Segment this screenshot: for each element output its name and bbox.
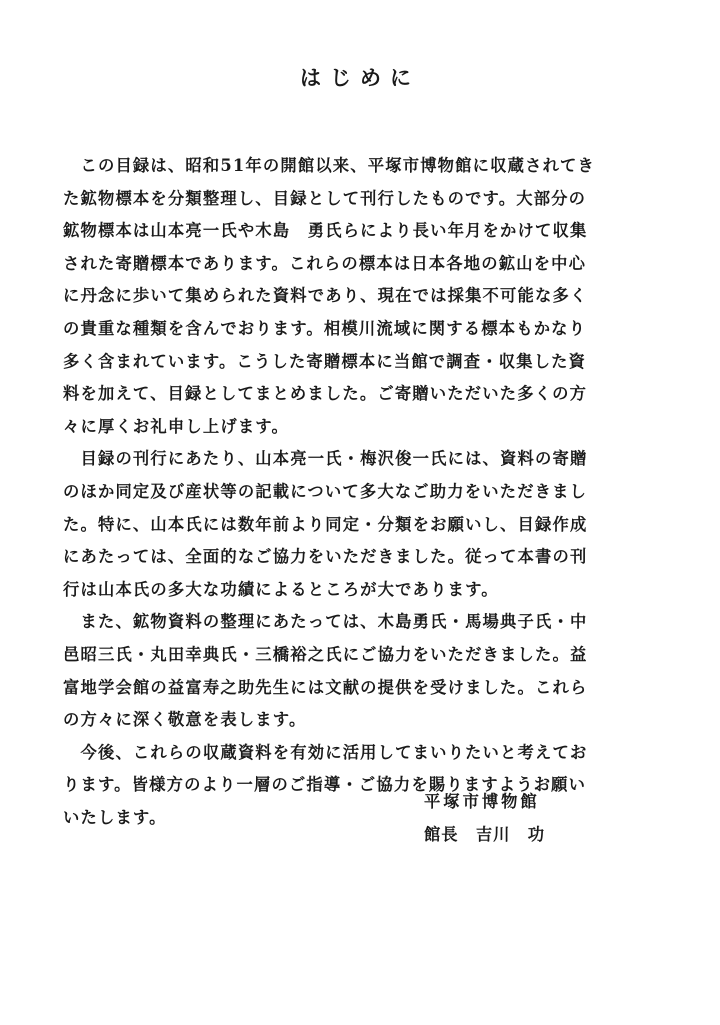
text-line: この目録は、昭和51年の開館以来、平塚市博物館に収蔵されてき: [63, 156, 596, 175]
text-line: 邑昭三氏・丸田幸典氏・三橋裕之氏にご協力をいただきました。益: [63, 644, 588, 664]
paragraph: [63, 606, 663, 736]
text-line: の方々に深く敬意を表します。: [63, 710, 307, 730]
paragraph: [63, 150, 663, 443]
text-line: 料を加えて、目録としてまとめました。ご寄贈いただいた多くの方: [63, 384, 588, 404]
signature-block: [424, 785, 545, 851]
text-line: にあたっては、全面的なご協力をいただきました。従って本書の刊: [63, 547, 588, 567]
signature-name: 館長 吉川 功: [424, 825, 545, 844]
paragraph: [63, 737, 663, 835]
text-line: 多く含まれています。こうした寄贈標本に当館で調査・収集した資: [63, 351, 587, 371]
text-line: された寄贈標本であります。これらの標本は日本各地の鉱山を中心: [63, 253, 587, 273]
text-line: 行は山本氏の多大な功績によるところが大であります。: [63, 579, 499, 599]
text-line: のほか同定及び産状等の記載について多大なご助力をいただきまし: [63, 481, 588, 501]
text-line: 富地学会館の益富寿之助先生には文献の提供を受けました。これら: [63, 677, 588, 697]
text-line: の貴重な種類を含んでおります。相模川流域に関する標本もかなり: [63, 318, 587, 338]
text-line: ります。皆様方のより一層のご指導・ご協力を賜りますようお願い: [63, 775, 587, 795]
text-line: に丹念に歩いて集められた資料であり、現在では採集不可能な多く: [63, 286, 588, 306]
text-line: た鉱物標本を分類整理し、目録として刊行したものです。大部分の: [63, 188, 587, 208]
page-title: はじめに: [300, 65, 420, 90]
text-line: また、鉱物資料の整理にあたっては、木島勇氏・馬場典子氏・中: [63, 612, 588, 632]
signature-organization: 平塚市博物館: [424, 792, 540, 811]
body-text: [63, 150, 663, 834]
text-line: 今後、これらの収蔵資料を有効に活用してまいりたいと考えてお: [63, 742, 588, 762]
paragraph: [63, 443, 663, 606]
text-line: た。特に、山本氏には数年前より同定・分類をお願いし、目録作成: [63, 514, 588, 534]
text-line: いたします。: [63, 807, 167, 827]
text-line: 鉱物標本は山本亮一氏や木島 勇氏らにより長い年月をかけて収集: [63, 221, 588, 241]
text-line: 目録の刊行にあたり、山本亮一氏・梅沢俊一氏には、資料の寄贈: [63, 449, 588, 469]
text-line: 々に厚くお礼申し上げます。: [63, 416, 289, 436]
